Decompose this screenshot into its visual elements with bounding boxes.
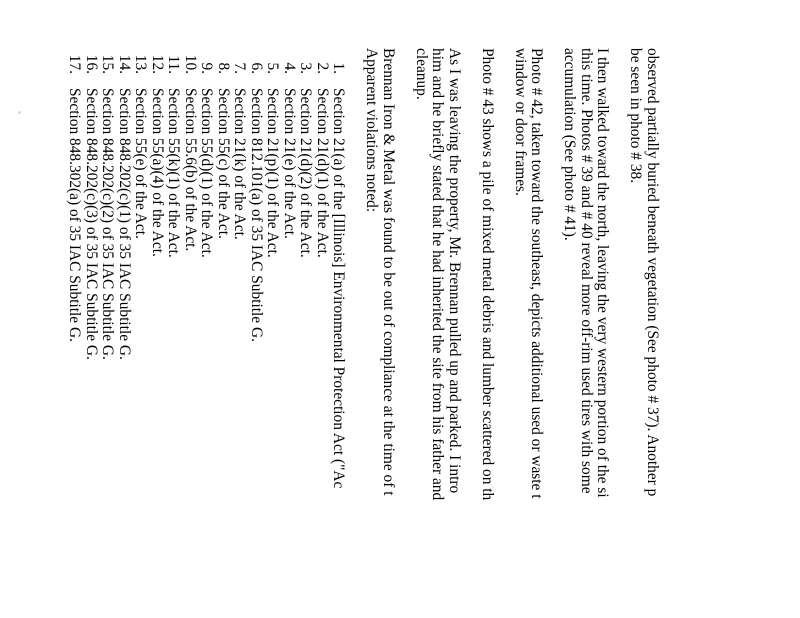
paragraph-spacer (611, 48, 628, 618)
list-number: 15. (99, 54, 117, 74)
list-number: 12. (149, 54, 166, 74)
list-item (264, 48, 281, 618)
list-number: 1. (330, 62, 348, 74)
text-line: be seen in photo # 38. (627, 48, 645, 184)
list-item (198, 48, 215, 618)
list-text: Section 21(d)(1) of the Act. (314, 88, 331, 258)
list-text: Section 812.101(a) of 35 IAC Subtitle G. (248, 88, 265, 342)
list-text: Section 55(d)(1) of the Act. (198, 88, 216, 258)
list-item (83, 48, 100, 618)
scan-speck (18, 111, 21, 114)
list-item (132, 48, 149, 618)
list-text: Section 848.202(c)(1) of 35 IAC Subtitle G. (116, 88, 133, 360)
list-item (165, 48, 182, 618)
list-item (182, 48, 199, 618)
paragraph-photo-37 (627, 48, 660, 618)
text-line: Brennan Iron & Metal was found to be out of compliance at the time of t (380, 48, 397, 496)
list-text: Section 21(a) of the [Illinois] Environmental Protection Act ("Ac (330, 88, 348, 489)
text-line: this time. Photos # 39 and # 40 reveal more off-rim used tires with some (578, 48, 595, 494)
list-text: Section 55.6(b) of the Act. (182, 88, 199, 252)
paragraph-photo-39-40 (561, 48, 611, 618)
list-item (66, 48, 83, 618)
list-number: 11. (165, 55, 183, 74)
list-number: 4. (281, 62, 298, 74)
paragraph-photo-42 (512, 48, 545, 618)
list-text: Section 848.202(c)(3) of 35 IAC Subtitle G. (83, 88, 100, 360)
text-line: As I was leaving the property, Mr. Brennan pulled up and parked. I intro (446, 48, 463, 494)
paragraph-photo-43 (479, 48, 496, 618)
list-text: Section 21(e) of the Act. (281, 88, 298, 239)
text-line: accumulation (See photo # 41). (561, 48, 579, 241)
list-text: Section 21(k) of the Act. (231, 88, 249, 240)
list-number: 10. (182, 54, 199, 74)
list-item (314, 48, 331, 618)
paragraph-spacer (347, 48, 364, 618)
list-text: Section 21(d)(2) of the Act. (297, 88, 315, 258)
text-line: I then walked toward the north, leaving the very western portion of the si (594, 48, 612, 498)
list-item (99, 48, 116, 618)
list-number: 17. (66, 54, 84, 74)
list-text: Section 55(a)(4) of the Act. (149, 88, 166, 257)
list-text: Section 55(k)(1) of the Act. (165, 88, 183, 258)
text-line: Photo # 43 shows a pile of mixed metal debris and lumber scattered on th (479, 48, 496, 501)
list-text: Section 848.202(c)(2) of 35 IAC Subtitle G. (99, 88, 117, 360)
list-item (116, 48, 133, 618)
list-item (297, 48, 314, 618)
list-number: 8. (215, 62, 232, 74)
paragraph-spacer (462, 48, 479, 618)
list-text: Section 21(p)(1) of the Act. (264, 88, 282, 258)
list-number: 7. (231, 62, 249, 74)
paragraph-brennan-visit (413, 48, 463, 618)
list-item (215, 48, 232, 618)
list-number: 2. (314, 62, 331, 74)
list-text: Section 55(e) of the Act. (132, 88, 150, 239)
paragraph-compliance (363, 48, 396, 618)
list-number: 3. (297, 62, 315, 74)
list-number: 6. (248, 62, 265, 74)
list-number: 13. (132, 54, 150, 74)
list-item (281, 48, 298, 618)
list-text: Section 848.302(a) of 35 IAC Subtitle G. (66, 88, 84, 342)
list-item (248, 48, 265, 618)
text-line: cleanup. (413, 48, 430, 100)
text-line: window or door frames. (512, 48, 529, 196)
text-line: Apparent violations noted: (363, 48, 381, 213)
list-number: 5. (264, 62, 282, 74)
paragraph-spacer (396, 48, 413, 618)
text-line: observed partially buried beneath vegetation (See photo # 37). Another p (644, 48, 661, 497)
list-item (330, 48, 347, 618)
list-number: 16. (83, 54, 100, 74)
violations-list (66, 48, 347, 618)
paragraph-spacer (545, 48, 562, 618)
text-line: him and he briefly stated that he had inherited the site from his father and (429, 48, 447, 501)
paragraph-spacer (495, 48, 512, 618)
text-line: Photo # 42, taken toward the southeast, depicts additional used or waste t (528, 48, 546, 499)
document-body (66, 48, 660, 618)
list-number: 14. (116, 54, 133, 74)
list-number: 9. (198, 62, 216, 74)
list-item (231, 48, 248, 618)
list-text: Section 55(c) of the Act. (215, 88, 232, 239)
list-item (149, 48, 166, 618)
